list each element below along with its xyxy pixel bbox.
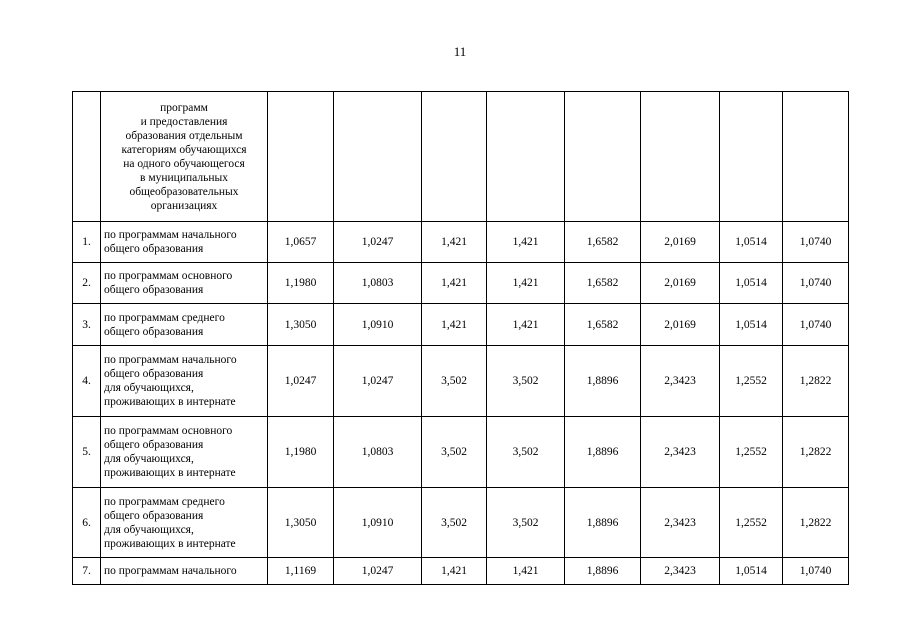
row-label-line: по программам начального	[104, 354, 237, 366]
table-row	[73, 263, 849, 304]
value-cell	[487, 92, 565, 222]
value-cell: 1,0247	[334, 346, 422, 417]
value-cell: 1,8896	[565, 488, 641, 558]
value-cell: 2,0169	[641, 222, 720, 263]
value-cell: 1,421	[422, 304, 487, 346]
value-cell: 1,421	[422, 558, 487, 585]
row-number: 3.	[73, 304, 101, 346]
value-cell: 3,502	[422, 417, 487, 488]
table-row	[73, 346, 849, 417]
value-cell: 1,0740	[783, 263, 849, 304]
row-label	[101, 92, 268, 222]
value-cell: 1,421	[422, 222, 487, 263]
row-label-line: для обучающихся,	[104, 453, 194, 465]
row-label-line: на одного обучающегося	[123, 157, 245, 170]
value-cell: 1,0514	[720, 263, 783, 304]
row-label	[101, 222, 268, 263]
row-label-line: программ	[160, 101, 208, 114]
value-cell: 1,0803	[334, 263, 422, 304]
value-cell: 1,0803	[334, 417, 422, 488]
row-label-line: для обучающихся,	[104, 382, 194, 394]
value-cell: 1,2822	[783, 417, 849, 488]
row-label	[101, 558, 268, 585]
row-number: 6.	[73, 488, 101, 558]
table-row	[73, 488, 849, 558]
value-cell: 1,0910	[334, 304, 422, 346]
row-label-line: по программам основного	[104, 425, 233, 437]
value-cell	[720, 92, 783, 222]
value-cell: 1,0740	[783, 222, 849, 263]
value-cell: 1,2822	[783, 488, 849, 558]
row-label-line: в муниципальных	[140, 171, 228, 184]
table-row	[73, 304, 849, 346]
row-label	[101, 346, 268, 417]
row-label-line: образования отдельным	[125, 129, 243, 142]
value-cell: 1,3050	[268, 304, 334, 346]
value-cell: 1,6582	[565, 263, 641, 304]
value-cell: 3,502	[422, 488, 487, 558]
row-label-line: и предоставления	[140, 115, 228, 128]
value-cell: 3,502	[487, 346, 565, 417]
value-cell	[641, 92, 720, 222]
value-cell: 1,421	[487, 263, 565, 304]
row-label	[101, 304, 268, 346]
value-cell: 1,0514	[720, 558, 783, 585]
row-number	[73, 92, 101, 222]
value-cell: 1,6582	[565, 304, 641, 346]
value-cell: 1,1980	[268, 417, 334, 488]
row-label-line: общего образования	[104, 439, 204, 451]
value-cell: 3,502	[487, 417, 565, 488]
row-label-line: по программам начального	[104, 229, 237, 241]
value-cell: 1,0514	[720, 222, 783, 263]
value-cell: 2,3423	[641, 558, 720, 585]
value-cell: 1,0657	[268, 222, 334, 263]
value-cell: 1,2822	[783, 346, 849, 417]
row-label-line: по программам среднего	[104, 495, 225, 508]
row-label-line: для обучающихся,	[104, 523, 194, 536]
value-cell: 1,421	[487, 304, 565, 346]
row-label-line: проживающих в интернате	[104, 467, 236, 479]
table-row	[73, 417, 849, 488]
value-cell: 2,3423	[641, 346, 720, 417]
row-label-line: организациях	[150, 199, 218, 212]
value-cell: 1,0247	[268, 346, 334, 417]
row-label-line: категориям обучающихся	[121, 143, 247, 156]
value-cell: 3,502	[422, 346, 487, 417]
row-label-line: общего образования	[104, 284, 204, 296]
coefficients-table	[72, 91, 849, 585]
value-cell: 1,1980	[268, 263, 334, 304]
row-number: 2.	[73, 263, 101, 304]
table-body	[73, 92, 849, 585]
row-label-line: по программам основного	[104, 270, 233, 282]
value-cell: 1,2552	[720, 346, 783, 417]
value-cell: 1,421	[487, 558, 565, 585]
table-row	[73, 222, 849, 263]
value-cell: 2,3423	[641, 488, 720, 558]
value-cell: 1,2552	[720, 488, 783, 558]
row-label	[101, 263, 268, 304]
row-label-line: общего образования	[104, 509, 204, 522]
value-cell	[268, 92, 334, 222]
row-label	[101, 488, 268, 558]
row-label-line: общеобразовательных	[129, 185, 239, 198]
value-cell: 1,0247	[334, 558, 422, 585]
value-cell: 1,0740	[783, 304, 849, 346]
row-label-line: общего образования	[104, 368, 204, 380]
value-cell	[422, 92, 487, 222]
value-cell	[334, 92, 422, 222]
value-cell: 1,0740	[783, 558, 849, 585]
row-number: 7.	[73, 558, 101, 585]
value-cell: 1,2552	[720, 417, 783, 488]
row-label-line: по программам среднего	[104, 311, 225, 324]
row-label-line: по программам начального	[104, 565, 237, 577]
row-label-line: проживающих в интернате	[104, 396, 236, 408]
row-number: 5.	[73, 417, 101, 488]
value-cell: 1,8896	[565, 558, 641, 585]
row-number: 4.	[73, 346, 101, 417]
value-cell: 1,0514	[720, 304, 783, 346]
value-cell: 2,0169	[641, 304, 720, 346]
row-label	[101, 417, 268, 488]
value-cell: 1,6582	[565, 222, 641, 263]
value-cell: 1,8896	[565, 346, 641, 417]
row-label-line: проживающих в интернате	[104, 537, 236, 550]
value-cell: 1,1169	[268, 558, 334, 585]
value-cell: 3,502	[487, 488, 565, 558]
row-label-line: общего образования	[104, 325, 204, 338]
value-cell: 2,0169	[641, 263, 720, 304]
value-cell	[565, 92, 641, 222]
value-cell: 1,8896	[565, 417, 641, 488]
row-number: 1.	[73, 222, 101, 263]
value-cell: 1,0247	[334, 222, 422, 263]
value-cell: 1,421	[487, 222, 565, 263]
page-number: 11	[453, 44, 467, 59]
value-cell	[783, 92, 849, 222]
table-row	[73, 558, 849, 585]
value-cell: 2,3423	[641, 417, 720, 488]
value-cell: 1,3050	[268, 488, 334, 558]
row-label-line: общего образования	[104, 243, 204, 255]
value-cell: 1,421	[422, 263, 487, 304]
value-cell: 1,0910	[334, 488, 422, 558]
table-row	[73, 92, 849, 222]
